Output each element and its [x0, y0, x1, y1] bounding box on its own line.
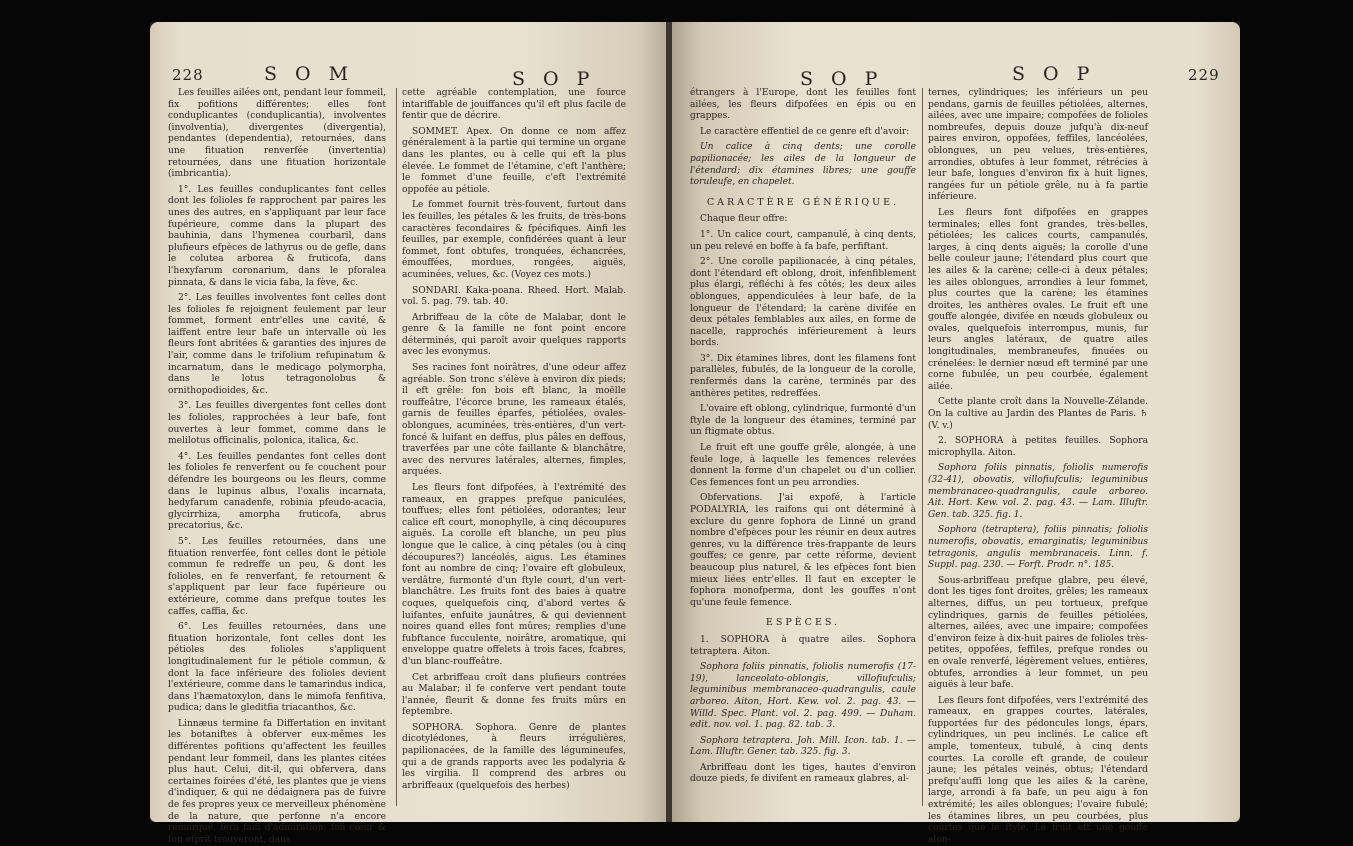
entry-sondari: SONDARI. Kaka-poana. Rheed. Hort. Malab. vol. 5. pag. 79. tab. 40. — [402, 285, 626, 308]
paragraph: Arbriffeau de la côte de Malabar, dont le genre & la famille ne font point encore déterminés, qui paroît avoir quelques rapports avec les evonymus. — [402, 312, 626, 358]
essential-character: Un calice à cinq dents; une corolle papilionacée; les ailes de la longueur de l'étendard; dix étamines libres; une gouffe toruleufe, en chapelet. — [690, 142, 916, 188]
page-number-left: 228 — [172, 66, 204, 84]
observations: Obfervations. J'ai expofé, à l'article PODALYRIA, les raifons qui ont déterminé à exclure du genre fophora de Linné un grand nombre d'efpèces pour les réunir en deux autres genres, vu la différence très-frappante de leurs gouffes; ce genre, par cette réforme, devient beaucoup plus naturel, & les efpèces font bien mieux liées entr'elles. Il faut en excepter le fophora monofperma, dont les gouffes n'ont qu'une feule femence. — [690, 493, 916, 608]
column-rule-right — [922, 88, 923, 806]
paragraph: Le fruit eft une gouffe grêle, alongée, à une feule loge, à laquelle les femences relevées donnent la forme d'un chapelet ou d'un collier. Ces femences font un peu arrondies. — [690, 443, 916, 488]
paragraph: Chaque fleur offre: — [700, 214, 788, 225]
paragraph: Sophora foliis pinnatis, foliolis numerofis (32-41), obovatis, villofiufculis; leguminibus membranaceo-quadrangulis, caule arboreo. Ait. Hort. Kew. vol. 2. pag. 43. — Lam. Illuftr. Gen. tab. 325. fig. 1. — [928, 463, 1148, 520]
right-page-column-2 — [928, 88, 1148, 845]
section-heading-caractere: CARACTÈRE GÉNÉRIQUE. — [706, 196, 900, 208]
paragraph: 3°. Dix étamines libres, dont les filamens font parallèles, fubulés, de la longueur de la corolle, renfermés dans la carène, terminés par des anthères petites, redreffées. — [690, 353, 916, 399]
book-gutter — [666, 22, 672, 822]
paragraph: étrangers à l'Europe, dont les feuilles font ailées, les fleurs difpofées en épis ou en grappes. — [690, 88, 916, 122]
left-page-column-2 — [402, 88, 626, 810]
page-number-right: 229 — [1188, 66, 1220, 84]
section-heading-especes: ESPÈCES. — [765, 617, 841, 629]
paragraph: 3°. Les feuilles divergentes font celles dont les folioles, rapprochées à leur bafe, font ouvertes à leur fommet, comme dans le melilotus officinalis, polonica, italica, &c. — [168, 401, 386, 447]
paragraph: Sophora (tetraptera), foliis pinnatis; foliolis numerofis, obovatis, emarginatis; leguminibus tetragonis, angulis membranaceis. Linn. f. Suppl. pag. 230. — Forft. Prodr. n°. 185. — [928, 525, 1148, 571]
column-rule-left — [396, 88, 397, 806]
paragraph: cette agréable contemplation, une fource intariffable de jouiffances qu'il eft plus facile de fentir que de décrire. — [402, 88, 626, 122]
paragraph: Les fleurs font difpofées, vers l'extrémité des rameaux, en grappes courtes, latérales, fupportées fur des pédoncules longs, épars, cylindriques, un peu inclinés. Le calice eft ample, tomenteux, tubulé, à cinq dents courtes. La corolle eft grande, de couleur jaune; les pétales veinés, obtus; l'étendard prefqu'auffi long que les ailes & la carène, large, arrondi à fa bafe, un peu aigu à fon extrémité; les ailes oblongues; l'ovaire fubulé; les étamines libres, un peu courbées, plus courtes que le ftyle. Le fruit eft une gouffe alon- — [928, 695, 1148, 845]
left-page-column-1 — [168, 88, 386, 845]
running-head-left-col1: S O M — [264, 63, 355, 85]
species-2: 2. SOPHORA à petites feuilles. Sophora microphylla. Aiton. — [928, 436, 1148, 458]
paragraph: Sophora tetraptera. Joh. Mill. Icon. tab. 1. — Lam. Illuftr. Gener. tab. 325. fig. 3. — [690, 735, 916, 758]
entry-sophora: SOPHORA. Sophora. Genre de plantes dicotylédones, à fleurs irrégulières, papilionacées, de la famille des légumineufes, qui a de grands rapports avec les podalyria & les virgilia. Il comprend des arbres ou arbriffeaux (quelquefois des herbes) — [402, 722, 626, 791]
paragraph: 4°. Les feuilles pendantes font celles dont les folioles fe renverfent ou fe couchent pour défendre les bourgeons ou les fleurs, comme dans le lupinus albus, l'oxalis incarnata, hedyfarum canadenfe, robinia pfeudo-acacia, glycirrhiza, amorpha fruticofa, abrus precatorius, &c. — [168, 451, 386, 532]
running-head-left-col2: S O P — [512, 68, 596, 90]
paragraph: Cette plante croît dans la Nouvelle-Zélande. On la cultive au Jardin des Plantes de Paris. ♄ (V. v.) — [928, 397, 1148, 431]
paragraph: ternes, cylindriques; les inférieurs un peu pendans, garnis de feuilles pétiolées, alternes, ailées, avec une impaire; compofées de folioles nombreufes, depuis douze jufqu'à dix-neuf paires environ, oppofées, feffiles, lancéolées, oblongues, un peu velues, très-entières, arrondies, obtufes à leur fommet, rétrécies à leur bafe, longues d'environ fix à huit lignes, rangées fur un pétiole grêle, nu à fa partie inférieure. — [928, 88, 1148, 203]
running-head-right-col2: S O P — [1012, 63, 1096, 85]
paragraph: Arbriffeau dont les tiges, hautes d'environ douze pieds, fe divifent en rameaux glabres, al- — [690, 762, 916, 785]
species-1: 1. SOPHORA à quatre ailes. Sophora tetraptera. Aiton. — [690, 634, 916, 657]
right-page-column-1 — [690, 88, 916, 810]
paragraph: Sous-arbriffeau prefque glabre, peu élevé, dont les tiges font droites, grêles; les rameaux alternes, diffus, un peu tortueux, prefque cylindriques, garnis de feuilles pétiolées, alternes, ailées, avec une impaire; compofées d'environ feize à dix-huit paires de folioles très-petites, oppofées, feffiles, prefque rondes ou en ovale renverfé, légèrement velues, entières, obtufes, arrondies à leur fommet, un peu aiguës à leur bafe. — [928, 575, 1148, 691]
paragraph: Les fleurs font difpofées en grappes terminales; elles font grandes, très-belles, pétiolées; les calices courts, campanulés, larges, à cinq dents aiguës; la corolle d'une belle couleur jaune; l'étendard plus court que les ailes & la carène; celle-ci à deux pétales; les ailes oblongues, arrondies à leur fommet, plus courtes que la carène; les étamines droites, les anthères ovales. Le fruit eft une gouffe alongée, divifée en nœuds globuleux ou ovales, quelquefois interrompus, munis, fur leurs angles latéraux, de quatre ailes longitudinales, membraneufes, finuées ou crénelées: le dernier nœud eft terminé par une corne fubulée, un peu courbée, également ailée. — [928, 207, 1148, 392]
paragraph: 2°. Une corolle papilionacée, à cinq pétales, dont l'étendard eft oblong, droit, infenfiblement plus élargi, réfléchi à fes côtés; les deux ailes oblongues, appendiculées à leur bafe, de la longueur de l'étendard; la carène divifée en deux pétales femblables aux ailes, en forme de nacelle, rapprochés inférieurement à leurs bords. — [690, 257, 916, 349]
paragraph: Les feuilles ailées ont, pendant leur fommeil, fix pofitions différentes; elles font conduplicantes (conduplicantia), involventes (involventia), divergentes (divergentia), pendantes (dependentia), retournées, dans une fituation renverfée (invertentia) retournées, dans une fituation horizontale (imbricantia). — [168, 88, 386, 180]
paragraph: L'ovaire eft oblong, cylindrique, furmonté d'un ftyle de la longueur des étamines, terminé par un ftigmate obtus. — [690, 404, 916, 438]
paragraph: Le fommet fournit très-fouvent, furtout dans les feuilles, les pétales & les fruits, de très-bons caractères fecondaires & fpécifiques. Ainfi les feuilles, par exemple, confidérées quant à leur fommet, font obtufes, tronquées, échancrées, émouffées, mordues, rongées, aiguës, acuminées, velues, &c. (Voyez ces mots.) — [402, 200, 626, 280]
paragraph: Linnæus termine fa Differtation en invitant les botaniftes à obferver eux-mêmes les différentes pofitions qu'affectent les feuilles pendant leur fommeil, dans les plantes citées plus haut. Celui, dit-il, qui obfervera, dans certaines foirées d'été, les plantes que je viens d'indiquer, & qui ne dédaignera pas de fuivre de fes propres yeux ce merveilleux phénomène de la nature, que perfonne n'a encore remarqué, fera faifi d'admiration; fon cœur & fon efprit trouveront, dans — [168, 718, 386, 845]
paragraph: 2°. Les feuilles involventes font celles dont les folioles fe rejoignent feulement par leur fommet, forment entr'elles une cavité, & laiffent entre leur bafe un intervalle où les fleurs font abritées & garanties des injures de l'air, comme dans le trifolium refupinatum & incarnatum, dans le medicago polymorpha, dans le lotus tetragonolobus & ornithopodioides, &c. — [168, 293, 386, 396]
paragraph: 1°. Un calice court, campanulé, à cinq dents, un peu relevé en boffe à fa bafe, perfiftant. — [690, 229, 916, 252]
paragraph: Le caractère effentiel de ce genre eft d'avoir: — [700, 126, 910, 137]
entry-sommet: SOMMET. Apex. On donne ce nom affez généralement à la partie qui termine un organe dans les plantes, ou à celle qui eft la plus élevée. Le fommet de l'étamine, c'eft l'anthère; le fommet d'une feuille, c'eft l'extrémité oppofée au pétiole. — [402, 126, 626, 195]
paragraph: Cet arbriffeau croît dans plufieurs contrées au Malabar; il fe conferve vert pendant toute l'année, fleurit & donne fes fruits mûrs en feptembre. — [402, 672, 626, 718]
running-head-right-col1: S O P — [800, 68, 884, 90]
paragraph: Sophora foliis pinnatis, foliolis numerofis (17-19), lanceolato-oblongis, villofiufculis; leguminibus membranaceo-quadrangulis, caule arboreo. Aiton, Hort. Kew. vol. 2. pag. 43. — Willd. Spec. Plant. vol. 2. pag. 499. — Duham. edit. nov. vol. 1. pag. 82. tab. 3. — [690, 662, 916, 731]
paragraph: Les fleurs font difpofées, à l'extrémité des rameaux, en grappes prefque paniculées, touffues; elles font pétiolées, odorantes; leur calice eft court, monophylle, à cinq découpures aiguës. La corolle eft blanche, un peu plus longue que le calice, à cinq pétales (ou à cinq découpures?) lancéolés, aigus. Les étamines font au nombre de cinq; l'ovaire eft globuleux, verdâtre, furmonté d'un ftyle court, d'un vert-blanchâtre. Les fruits font des baies à quatre coques, quelquefois cinq, d'abord vertes & luifantes, enfuite jaunâtres, & qui deviennent noires quand elles font mûres; remplies d'une fubftance fucculente, noirâtre, aromatique, qui enveloppe quatre offelets à trois faces, fcabres, d'un blanc-rouffeâtre. — [402, 483, 626, 667]
paragraph: 6°. Les feuilles retournées, dans une fituation horizontale, font celles dont les pétioles des folioles s'appliquent longitudinalement fur le pétiole commun, & dont la face inférieure des folioles devient l'extérieure, comme dans le tamarindus indica, dans l'hæmatoxylon, dans le mimofa fenfitiva, pudica; dans le gleditfia triacanthos, &c. — [168, 622, 386, 714]
paragraph: Ses racines font noirâtres, d'une odeur affez agréable. Son tronc s'élève à environ dix pieds; il eft grêle: fon bois eft blanc, la moëlle rouffeâtre, l'écorce brune, les rameaux étalés, garnis de feuilles éparfes, pétiolées, ovales-oblongues, acuminées, très-entières, d'un vert-foncé & luifant en deffus, plus pâles en deffous, traverfées par une côte faillante & blanchâtre, avec des nervures latérales, alternes, fimples, arquées. — [402, 363, 626, 478]
paragraph: 1°. Les feuilles conduplicantes font celles dont les folioles fe rapprochent par paires les unes des autres, en s'appliquant par leur face fupérieure, comme dans la plupart des bauhinia, dans l'hymenea courbaril, dans plufieurs efpèces de lathyrus ou de gefle, dans le colutea arborea & fruticofa, dans l'hexyfarum coronarium, dans le pforalea pinnata, & dans le vicia faba, la fève, &c. — [168, 184, 386, 288]
paragraph: 5°. Les feuilles retournées, dans une fituation renverfée, font celles dont le pétiole commun fe redreffe un peu, & dont les folioles, en fe renverfant, fe retournent & s'appliquent par leur face fupérieure ou extérieure, comme dans prefque toutes les caffes, caffia, &c. — [168, 536, 386, 617]
